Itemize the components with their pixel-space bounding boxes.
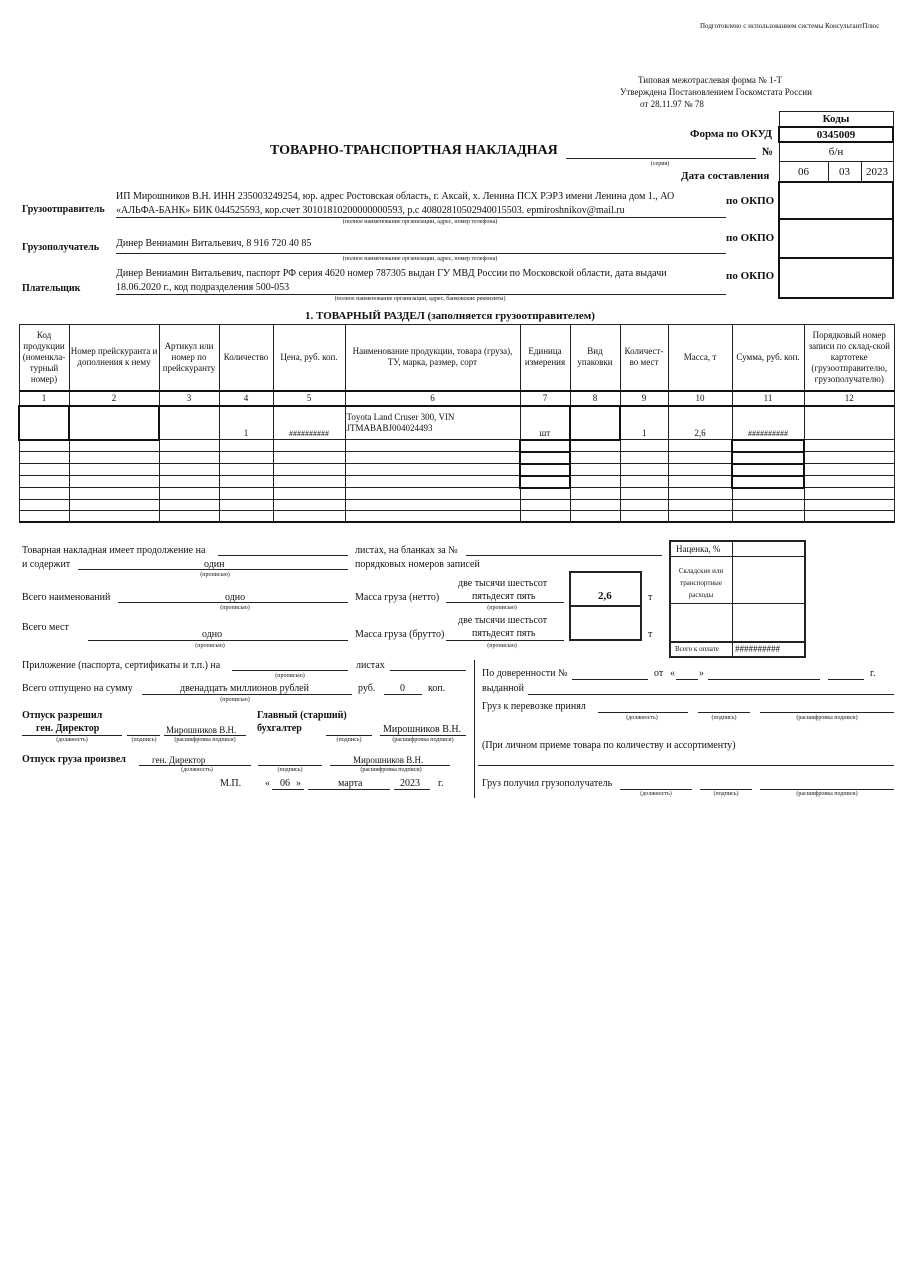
form-info-line: Типовая межотраслевая форма № 1-Т	[638, 75, 782, 85]
mass-net-words-1: две тысячи шестьсот	[458, 578, 548, 589]
table-row	[19, 406, 895, 440]
column-number: 2	[69, 391, 159, 406]
rub-label: руб.	[358, 683, 376, 694]
product-name-cell	[345, 406, 520, 440]
released-value: двенадцать миллионов рублей	[180, 683, 309, 694]
year-suffix: г.	[870, 668, 876, 679]
payer-label: Плательщик	[22, 283, 81, 294]
header-cell: Сумма, руб. коп.	[732, 325, 804, 391]
decoding-caption: (расшифровка подписи)	[174, 737, 236, 743]
decoding-caption: (расшифровка подписи)	[392, 737, 454, 743]
payer-text-2: 18.06.2020 г., код подразделения 500-053	[116, 282, 290, 293]
position-caption: (должность)	[626, 715, 658, 721]
column-number: 7	[520, 391, 570, 406]
header-cell: Вид упаковки	[570, 325, 620, 391]
date-day: 06	[779, 162, 828, 183]
position-caption: (должность)	[56, 737, 88, 743]
sheets-label: листах	[356, 660, 385, 671]
column-number: 6	[345, 391, 520, 406]
okud-label: Форма по ОКУД	[690, 128, 772, 140]
propisyu-caption: (прописью)	[220, 605, 250, 611]
price-cell: ##########	[273, 406, 345, 440]
codes-table	[778, 111, 894, 299]
unit-t: т	[648, 629, 653, 640]
signature-caption: (подпись)	[277, 767, 303, 773]
contains-label: и содержит	[22, 559, 71, 570]
propisyu-caption: (прописью)	[487, 643, 517, 649]
consultant-note: Подготовлено с использованием системы КонсультантПлюс	[700, 22, 880, 30]
column-number: 1	[19, 391, 69, 406]
propisyu-caption: (прописью)	[200, 572, 230, 578]
warehouse-label: Складские или транспортные расходы	[678, 567, 724, 599]
position-caption: (должность)	[181, 767, 213, 773]
signature-caption: (подпись)	[713, 791, 739, 797]
okpo-label: по ОКПО	[726, 232, 775, 244]
date-year: 2023	[861, 162, 893, 183]
number-label: №	[762, 146, 774, 158]
date-month: 03	[828, 162, 861, 183]
records-label: порядковых номеров записей	[355, 559, 480, 570]
from-label: от	[654, 668, 664, 679]
column-number: 3	[159, 391, 219, 406]
accountant-label-1: Главный (старший)	[257, 710, 347, 721]
payer-text-1: Динер Вениамин Витальевич, паспорт РФ серия 4620 номер 787305 выдан ГУ МВД России по Московской области, дата выдачи	[116, 268, 667, 279]
form-info-line: от 28.11.97 № 78	[640, 99, 704, 109]
decoding-caption: (расшифровка подписи)	[360, 767, 422, 773]
form-info	[620, 74, 812, 110]
date-quote-open: «	[265, 778, 270, 789]
okpo-sender-cell	[779, 182, 893, 219]
okpo-payer-cell	[779, 258, 893, 298]
header-cell: Номер прейскуранта и дополнения к нему	[69, 325, 159, 391]
mass-net-words-2: пятьдесят пять	[472, 591, 536, 602]
header-cell: Количество	[219, 325, 273, 391]
column-number: 10	[668, 391, 732, 406]
table-row	[19, 476, 895, 488]
goods-table	[18, 324, 895, 523]
page-title: ТОВАРНО-ТРАНСПОРТНАЯ НАКЛАДНАЯ	[270, 143, 558, 158]
propisyu-caption: (прописью)	[195, 643, 225, 649]
header-cell: Количест-во мест	[620, 325, 668, 391]
issued-label: выданной	[482, 683, 525, 694]
column-number: 9	[620, 391, 668, 406]
date-year-value: 2023	[400, 778, 420, 789]
mp-label: М.П.	[220, 778, 242, 789]
date-day-value: 06	[280, 778, 290, 789]
places-cell: 1	[620, 406, 668, 440]
header-cell: Масса, т	[668, 325, 732, 391]
total-label: Всего к оплате	[675, 645, 719, 653]
product-vin-line: JTMABABJ004024493	[346, 422, 433, 433]
propisyu-caption: (прописью)	[220, 697, 250, 703]
unit-t: т	[648, 592, 653, 603]
sum-cell: ##########	[732, 406, 804, 440]
total-names-label: Всего наименований	[22, 592, 111, 603]
signature-caption: (подпись)	[131, 737, 157, 743]
accountant-name: Мирошников В.Н.	[383, 724, 462, 735]
okpo-label: по ОКПО	[726, 270, 775, 282]
total-value: ##########	[735, 644, 780, 654]
number-value: б/н	[779, 142, 893, 162]
unit-cell: шт	[520, 406, 570, 440]
mass-gross-label: Масса груза (брутто)	[355, 629, 445, 640]
permit-position: ген. Директор	[36, 723, 100, 734]
header-cell: Артикул или номер по прейскуранту	[159, 325, 219, 391]
propisyu-caption: (прописью)	[487, 605, 517, 611]
table-row	[19, 510, 895, 522]
mass-cell: 2,6	[668, 406, 732, 440]
sender-caption: (полное наименование организации, адрес, номер телефона)	[342, 219, 498, 225]
mass-net-value: 2,6	[598, 590, 612, 602]
signature-caption: (подпись)	[711, 715, 737, 721]
proxy-label: По доверенности №	[482, 668, 568, 679]
attachment-label: Приложение (паспорта, сертификаты и т.п.) на	[22, 660, 221, 671]
sheets-label: листах, на бланках за №	[355, 545, 458, 556]
table-row	[19, 440, 895, 452]
qty-cell: 1	[219, 406, 273, 440]
markup-label: Наценка, %	[676, 544, 721, 554]
date-label: Дата составления	[681, 170, 770, 182]
table-row	[19, 488, 895, 500]
date-month-value: марта	[338, 778, 363, 789]
table-row	[19, 452, 895, 464]
product-name-line: Toyota Land Cruser 300, VIN	[346, 411, 455, 422]
header-cell: Единица измерения	[520, 325, 570, 391]
decoding-caption: (расшифровка подписи)	[796, 791, 858, 797]
signature-caption: (подпись)	[336, 737, 362, 743]
decoding-caption: (расшифровка подписи)	[796, 715, 858, 721]
column-number: 5	[273, 391, 345, 406]
form-info-line: Утверждена Постановлением Госкомстата России	[620, 87, 812, 97]
okud-value: 0345009	[779, 127, 893, 142]
header-cell: Код продукции (номенкла-турный номер)	[19, 325, 69, 391]
column-number: 12	[804, 391, 895, 406]
okpo-receiver-cell	[779, 219, 893, 258]
mass-net-label: Масса груза (нетто)	[355, 592, 440, 603]
sender-text-1: ИП Мирошников В.Н. ИНН 235003249254, юр. адрес Ростовская область, г. Аксай, х. Ленина ПСХ РЭРЗ имени Ленина дом 1., АО	[116, 191, 675, 202]
permit-name: Мирошников В.Н.	[166, 725, 237, 735]
table-row	[19, 464, 895, 476]
series-caption: (серия)	[650, 161, 670, 167]
produced-name: Мирошников В.Н.	[353, 755, 424, 765]
date-quote-close: »	[296, 778, 301, 789]
year-suffix: г.	[438, 778, 444, 789]
accepted-label: Груз к перевозке принял	[482, 701, 586, 712]
accountant-label-2: бухгалтер	[257, 723, 302, 734]
continuation-label: Товарная накладная имеет продолжение на	[22, 545, 206, 556]
permit-label: Отпуск разрешил	[22, 710, 103, 721]
receiver-label: Грузополучатель	[22, 242, 99, 253]
column-number: 4	[219, 391, 273, 406]
codes-header: Коды	[779, 112, 893, 128]
sender-label: Грузоотправитель	[22, 204, 105, 215]
receiver-caption: (полное наименование организации, адрес, номер телефона)	[342, 256, 498, 262]
received-label: Груз получил грузополучатель	[482, 778, 613, 789]
kop-label: коп.	[428, 683, 446, 694]
receiver-text: Динер Вениамин Витальевич, 8 916 720 40 85	[116, 238, 312, 249]
header-cell: Цена, руб. коп.	[273, 325, 345, 391]
table-row	[19, 499, 895, 510]
payer-caption: (полное наименование организации, адрес, банковские реквизиты)	[334, 296, 506, 302]
okpo-label: по ОКПО	[726, 195, 775, 207]
mass-gross-words-2: пятьдесят пять	[472, 628, 536, 639]
released-label: Всего отпущено на сумму	[22, 683, 133, 694]
mass-gross-words-1: две тысячи шестьсот	[458, 615, 548, 626]
header-cell: Порядковый номер записи по склад-ской картотеке (грузоотправителю, грузополучателю)	[804, 325, 895, 391]
personal-label: (При личном приеме товара по количеству и ассортименту)	[482, 740, 736, 751]
sender-text-2: «АЛЬФА-БАНК» БИК 044525593, кор.счет 30101810200000000593, р.с 40802810502940015503. epmiroshnikov@mail.ru	[116, 205, 625, 216]
quote-open: «	[670, 668, 675, 679]
total-names-value: одно	[225, 592, 246, 603]
total-places-label: Всего мест	[22, 622, 69, 633]
header-cell: Наименование продукции, товара (груза), ТУ, марка, размер, сорт	[345, 325, 520, 391]
column-number: 8	[570, 391, 620, 406]
kop-value: 0	[400, 683, 405, 694]
propisyu-caption: (прописью)	[275, 673, 305, 679]
produced-label: Отпуск груза произвел	[22, 754, 126, 765]
total-places-value: одно	[202, 629, 223, 640]
contains-value: один	[204, 559, 225, 570]
quote-close: »	[699, 668, 704, 679]
section-title: 1. ТОВАРНЫЙ РАЗДЕЛ (заполняется грузоотправителем)	[305, 310, 595, 322]
produced-position: ген. Директор	[152, 755, 206, 765]
position-caption: (должность)	[640, 791, 672, 797]
column-number: 11	[732, 391, 804, 406]
